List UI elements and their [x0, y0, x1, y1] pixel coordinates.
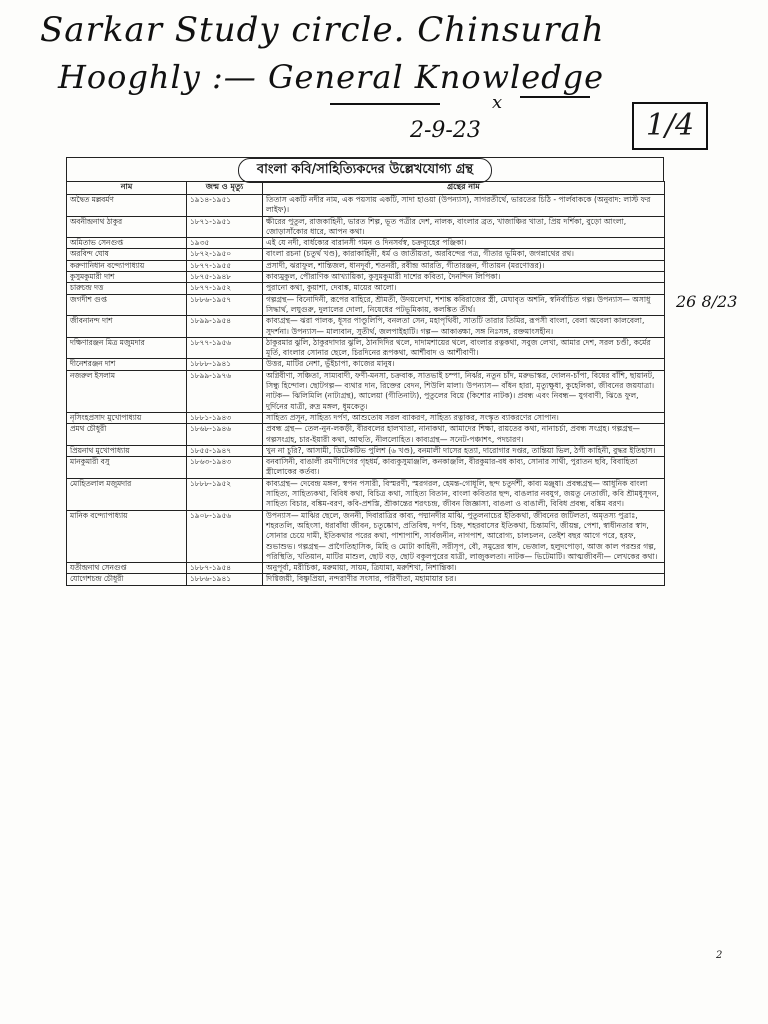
- author-name: মানিক বন্দ্যোপাধ্যায়: [67, 510, 187, 562]
- works-list: তিতাস একটি নদীর নাম, এক পয়সায় একটি, সাদা হাওয়া (উপন্যাস), সাগরতীর্থে, ভারতের চিঠি - পার্লবাককে (অনুবাদ: লাস্ট ফর লাইফ)।: [263, 195, 665, 217]
- handwritten-heading-line2: Hooghly :— General Knowledge: [58, 58, 605, 96]
- works-list: অনুপূর্বা, মরীচিকা, মরুমায়া, সায়ম, ত্রিযামা, মরুশিখা, নিশান্তিকা।: [263, 563, 665, 574]
- author-name: প্রমথ চৌধুরী: [67, 424, 187, 446]
- table-row: [67, 424, 665, 446]
- life-dates: ১৯৩৫: [187, 238, 263, 249]
- handwritten-page-box: 1/4: [632, 102, 708, 150]
- underline-general: [330, 103, 440, 105]
- works-list: উত্তর, মাটির নেশা, ভুঁইচাপা, কাজের মানুষ।: [263, 359, 665, 370]
- life-dates: ১৮৬৩-১৯৪৩: [187, 457, 263, 479]
- works-list: দিগ্বিজয়ী, বিষ্ণুপ্রিয়া, নন্দরাণীর সংসার, পরিণীতা, মহামায়ার চর।: [263, 574, 665, 585]
- author-name: দীনেশরঞ্জন দাশ: [67, 359, 187, 370]
- life-dates: ১৮৭৭-১৯৫৫: [187, 260, 263, 271]
- table-row: [67, 574, 665, 585]
- author-name: কুসুমকুমারী দাশ: [67, 272, 187, 283]
- works-list: ক্ষীরের পুতুল, রাজকাহিনী, ভারত শিল্প, ভূত পত্রীর দেশ, নালক, বাংলার ব্রত, খাজাঞ্চির খাতা, প্রিয় দর্শিকা, বুড়ো আংলা, জোড়াসাঁকোর ধারে, আপন কথা।: [263, 216, 665, 238]
- life-dates: ১৮৮৮-১৯৪১: [187, 359, 263, 370]
- works-list: সাহিত্য প্রসূন, সাহিত্য দর্পণ, আশুতোষ সরল ব্যাকরণ, সাহিত্য রত্নাকর, সংস্কৃত ব্যাকরণের সোপান।: [263, 412, 665, 423]
- works-list: কাব্যগ্রন্থ— দেবেন্দ্র মঙ্গল, স্বপন পসারী, বিস্মরণী, স্মরগরল, হেমন্ত-গোধূলি, ছন্দ চতুর্দশী, কাব্য মঞ্জুষা। প্রবন্ধগ্রন্থ— আধুনিক বাংলা সাহিত্য, সাহিত্যকথা, বিবিধ কথা, বিচিত্র কথা, সাহিত্য বিতান, বাংলা কবিতার ছন্দ, বাঙলার নবযুগ, জয়তু নেতাজী, কবি শ্রীমধুসূদন, সাহিত্য বিচার, বঙ্কিম-বরণ, কবি-প্রশস্তি, শ্রীকান্তের শরৎচন্দ্র, জীবন জিজ্ঞাসা, বাঙলা ও বাঙালী, বিবিধ প্রবন্ধ, বঙ্কিম বরণ।: [263, 478, 665, 510]
- table-row: [67, 457, 665, 479]
- header-dates: জন্ম ও মৃত্যু: [187, 182, 263, 195]
- table-row: [67, 195, 665, 217]
- works-list: এই যে নদী, বার্ধক্যের বারানসী গমন ও দিনসর্বস্ব, চক্রব্যূহের পঞ্জিকা।: [263, 238, 665, 249]
- life-dates: ১৮৭৫-১৯৪৮: [187, 272, 263, 283]
- table-row: [67, 563, 665, 574]
- table-row: [67, 249, 665, 260]
- works-list: উপন্যাস— মাঝির ছেলে, জননী, দিবারাত্রির কাব্য, পদ্মানদীর মাঝি, পুতুলনাচের ইতিকথা, জীবনের জটিলতা, অমৃতস্য পুত্রাঃ, শহরতলি, অহিংসা, ধরাবাঁধা জীবন, চতুষ্কোণ, প্রতিবিম্ব, দর্পণ, চিহ্ন, শহরবাসের ইতিকথা, চিন্তামণি, জীয়ন্ত, পেশা, স্বাধীনতার স্বাদ, সোনার চেয়ে দামী, ইতিকথার পরের কথা, পাশাপাশি, সার্বজনীন, নাগপাশ, আরোগ্য, চালচলন, তেইশ বছর আগে পরে, হরফ, শুভাশুভ। গল্পগ্রন্থ— প্রাগৈতিহাসিক, মিহি ও মোটা কাহিনী, সরীসৃপ, বৌ, সমুদ্রের স্বাদ, ভেজাল, হলুদপোড়া, আজ কাল পরশুর গল্প, পরিস্থিতি, খতিয়ান, মাটির মাশুল, ছোট বড়, ছোট বকুলপুরের যাত্রী, লাজুকলতা। নাটক— ভিটেমাটি। আত্মজীবনী— লেখকের কথা।: [263, 510, 665, 562]
- works-list: প্রসাদী, ঝরাফুল, শান্তিজল, ধানদূর্বা, শতনরী, রবীন্দ্র আরতি, গীতারঞ্জন, গীতায়ন (মরণোত্তর)।: [263, 260, 665, 271]
- table-row: [67, 337, 665, 359]
- life-dates: ১৮৮৭-১৯৫৪: [187, 563, 263, 574]
- life-dates: ১৮৮১-১৯৪৩: [187, 412, 263, 423]
- table-row: [67, 216, 665, 238]
- author-name: মোহিতলাল মজুমদার: [67, 478, 187, 510]
- header-works: গ্রন্থের নাম: [263, 182, 665, 195]
- table-row: [67, 445, 665, 456]
- author-name: নৃসিংহপ্রসাদ মুখোপাধ্যায়: [67, 412, 187, 423]
- table-row: [67, 294, 665, 316]
- author-name: জগদীশ গুপ্ত: [67, 294, 187, 316]
- table-row: [67, 359, 665, 370]
- life-dates: ১৯০৮-১৯৫৬: [187, 510, 263, 562]
- table-row: [67, 478, 665, 510]
- life-dates: ১৮৮৮-১৯৫২: [187, 478, 263, 510]
- author-name: অবনীন্দ্রনাথ ঠাকুর: [67, 216, 187, 238]
- table-row: [67, 510, 665, 562]
- life-dates: ১৮৬৮-১৯৪৬: [187, 424, 263, 446]
- author-name: চারুচন্দ্র দত্ত: [67, 283, 187, 294]
- table-row: [67, 283, 665, 294]
- life-dates: ১৮৭২-১৯৫০: [187, 249, 263, 260]
- life-dates: ১৮৭৭-১৯৫২: [187, 283, 263, 294]
- table-row: [67, 260, 665, 271]
- life-dates: ১৮৫৫-১৯৪৭: [187, 445, 263, 456]
- author-name: করুণানিধান বন্দ্যোপাধ্যায়: [67, 260, 187, 271]
- author-name: প্রিয়নাথ মুখোপাধ্যায়: [67, 445, 187, 456]
- table-title: বাংলা কবি/সাহিত্যিকদের উল্লেখযোগ্য গ্রন্থ: [238, 158, 492, 183]
- works-list: বাংলা রচনা (চতুর্থ খণ্ড), কারাকাহিনী, ধর্ম ও জাতীয়তা, অরবিন্দের পত্র, গীতার ভূমিকা, জগন্নাথের রথ।: [263, 249, 665, 260]
- page-number: 2: [716, 950, 723, 961]
- author-name: অদ্বৈত মল্লবর্মণ: [67, 195, 187, 217]
- table-body: [67, 195, 665, 586]
- table-row: [67, 316, 665, 338]
- table-row: [67, 370, 665, 412]
- handwritten-date: 2-9-23: [410, 118, 481, 143]
- table-header-row: [67, 182, 665, 195]
- works-list: পুরানো কথা, কুয়াশা, দেবাঙ্ক, মায়ের আলো।: [263, 283, 665, 294]
- author-name: নজরুল ইসলাম: [67, 370, 187, 412]
- author-name: অরবিন্দ ঘোষ: [67, 249, 187, 260]
- author-name: যতীন্দ্রনাথ সেনগুপ্ত: [67, 563, 187, 574]
- table-row: [67, 238, 665, 249]
- handwritten-heading-line1: Sarkar Study circle. Chinsurah: [40, 10, 605, 50]
- works-list: অগ্নিবীণা, সঞ্চিতা, সাম্যবাদী, ফণী-মনসা, চক্রবাক, সাতভাই চম্পা, নির্ঝর, নতুন চাঁদ, মরুভাস্কর, দোলন-চাঁপা, বিষের বাঁশি, ছায়ানট, সিন্ধু হিন্দোল। ছোটগল্প— ব্যথার দান, রিক্তের বেদন, শিউলি মালা। উপন্যাস— বাঁধন হারা, মৃত্যুক্ষুধা, কুহেলিকা, জীবনের জয়যাত্রা। নাটক— ঝিলিমিলি (নাট্যগ্রন্থ), আলেয়া (গীতিনাট্য), পুতুলের বিয়ে (কিশোর নাটক)। প্রবন্ধ এবং নিবন্ধ— যুগবাণী, ঝিঙে ফুল, দুর্দিনের যাত্রী, রুদ্র মঙ্গল, ধূমকেতু।: [263, 370, 665, 412]
- works-list: ঠাকুরমার ঝুলি, ঠাকুরদাদার ঝুলি, ঠানদিদির থলে, দাদামশায়ের থলে, বাংলার রত্নকথা, সবুজ লেখা, আমার দেশ, সরল চণ্ডী, কর্মের মূর্তি, বাংলার সোনার ছেলে, চিরদিনের রূপকথা, আর্শীবাদ ও আর্শীবাণী।: [263, 337, 665, 359]
- literature-table: [66, 181, 665, 586]
- handwritten-cross: x: [492, 92, 503, 113]
- life-dates: ১৮৮৬-১৯৫৭: [187, 294, 263, 316]
- life-dates: ১৯১৪-১৯৫১: [187, 195, 263, 217]
- life-dates: ১৮৭৭-১৯৫৬: [187, 337, 263, 359]
- life-dates: ১৮৮৬-১৯৪১: [187, 574, 263, 585]
- author-name: মানকুমারী বসু: [67, 457, 187, 479]
- life-dates: ১৮৭১-১৯৫১: [187, 216, 263, 238]
- underline-knowledge: [520, 96, 590, 98]
- author-name: জীবনানন্দ দাশ: [67, 316, 187, 338]
- works-list: কাব্যগ্রন্থ— ঝরা পালক, ধূসর পাণ্ডুলিপি, বনলতা সেন, মহাপৃথিবী, সাতটি তারার তিমির, রূপসী বাংলা, বেলা অবেলা কালবেলা, সুদর্শনা। উপন্যাস— মাল্যবান, সুতীর্থ, জলপাইহাটি। গল্প— আকাঙ্ক্ষা, সঙ্গ নিঃসঙ্গ, রক্তমাংসহীন।: [263, 316, 665, 338]
- header-name: নাম: [67, 182, 187, 195]
- author-name: অমিতাভ সেনগুপ্ত: [67, 238, 187, 249]
- table-row: [67, 272, 665, 283]
- works-list: কাব্যমুকুল, পৌরাণিক আখ্যায়িকা, কুসুমকুমারী দাশের কবিতা, দৈনন্দিন লিপিকা।: [263, 272, 665, 283]
- works-list: খুন না চুরি?, আসামী, ডিটেকটিভ পুলিশ (৬ খণ্ড), বনমালী দাসের হত্যা, দারোগার দপ্তর, তান্তিয়া ভিল, ঠগী কাহিনী, বুদ্ধর ইতিহাস।: [263, 445, 665, 456]
- author-name: দক্ষিণারঞ্জন মিত্র মজুমদার: [67, 337, 187, 359]
- life-dates: ১৮৯৯-১৯৭৬: [187, 370, 263, 412]
- author-name: যোগেশচন্দ্র চৌধুরী: [67, 574, 187, 585]
- handwritten-margin-note: 26 8/23: [676, 292, 738, 311]
- works-list: বনবাসিনী, বাঙালী রমণীদিগের গৃহধর্ম, কাব্যকুসুমাঞ্জলি, কনকাঞ্জলি, বীরকুমার-বধ কাব্য, সোনার সাথী, পুরাতন ছবি, বিবাহিতা স্ত্রীলোকের কর্তব্য।: [263, 457, 665, 479]
- life-dates: ১৮৯৯-১৯৫৪: [187, 316, 263, 338]
- works-list: প্রবন্ধ গ্রন্থ— তেল-নুন-লকড়ী, বীরবলের হালখাতা, নানাকথা, আমাদের শিক্ষা, রায়তের কথা, নানাচর্চা, প্রবন্ধ সংগ্রহ। গল্পগ্রন্থ— গল্পসংগ্রহ, চার-ইয়ারী কথা, আহুতি, নীললোহিত। কাব্যগ্রন্থ— সনেট-পঞ্চাশৎ, পদচারণ।: [263, 424, 665, 446]
- table-title-bar: [66, 157, 664, 182]
- works-list: গল্পগ্রন্থ— বিনোদিনী, রূপের বাহিরে, শ্রীমতী, উদয়লেখা, শশাঙ্ক কবিরাজের স্ত্রী, মেঘাবৃত অশনি, স্বনির্বাচিত গল্প। উপন্যাস— অসাধু সিদ্ধার্থ, লঘুগুরু, দুলালের দোলা, নিষেধের পটভূমিকায়, কলঙ্কিত তীর্থ।: [263, 294, 665, 316]
- table-row: [67, 412, 665, 423]
